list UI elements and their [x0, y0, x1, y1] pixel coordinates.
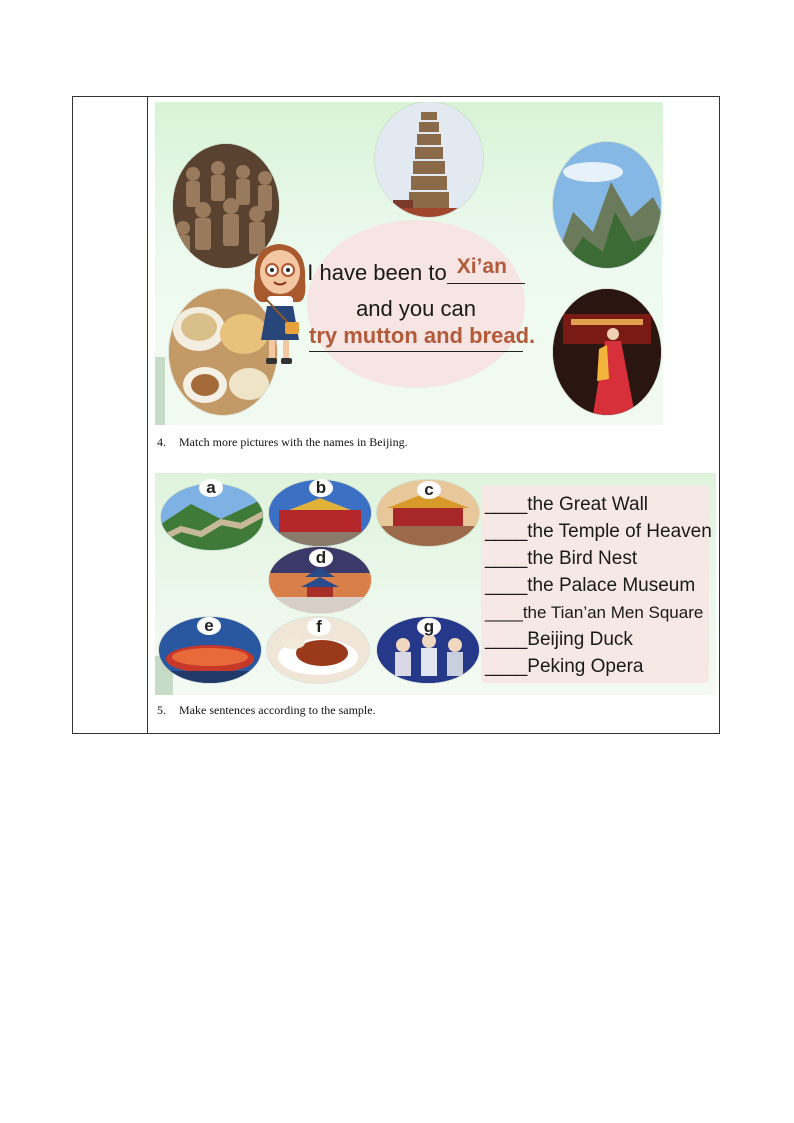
- answer-blank[interactable]: ____: [485, 548, 528, 569]
- night-performer-image: [553, 289, 661, 415]
- girl-character-illustration: [247, 240, 313, 368]
- blank-line-1: [447, 255, 525, 284]
- list-item: [485, 629, 633, 651]
- picture-label-a: a: [199, 479, 223, 497]
- speech-bubble: [307, 220, 525, 388]
- sentence-line-1: [307, 255, 525, 286]
- list-item: [485, 548, 637, 570]
- place-name: the Palace Museum: [527, 575, 696, 596]
- place-name: the Temple of Heaven: [527, 521, 712, 542]
- list-item: [485, 494, 648, 516]
- answer-blank[interactable]: ____: [485, 603, 523, 622]
- names-list: [481, 485, 712, 683]
- instruction-4-text: Match more pictures with the names in Beijing.: [179, 435, 408, 449]
- picture-label-d: d: [309, 549, 333, 567]
- picture-label-f: f: [307, 618, 331, 636]
- place-name: the Great Wall: [527, 494, 649, 515]
- instruction-4: [157, 435, 408, 450]
- worksheet-table: [72, 96, 720, 734]
- answer-blank[interactable]: ____: [485, 494, 528, 515]
- beijing-matching-slide: [155, 473, 716, 695]
- answer-city: Xi’an: [456, 255, 507, 278]
- pagoda-image: [375, 102, 483, 217]
- picture-label-c: c: [417, 481, 441, 499]
- sentence-line-2: and you can: [356, 296, 476, 321]
- slide-decoration: [155, 357, 165, 425]
- xian-slide: [155, 102, 663, 425]
- answer-blank[interactable]: ____: [485, 521, 528, 542]
- answer-blank[interactable]: ____: [485, 575, 528, 596]
- list-item: [485, 521, 712, 543]
- answer-blank[interactable]: ____: [485, 629, 528, 650]
- place-name: Peking Opera: [527, 656, 644, 677]
- place-name: the Tian’an Men Square: [522, 603, 704, 622]
- list-item: [485, 575, 695, 597]
- picture-label-e: e: [197, 617, 221, 635]
- place-name: Beijing Duck: [527, 629, 633, 650]
- instruction-5-text: Make sentences according to the sample.: [179, 703, 376, 717]
- table-left-column: [73, 97, 148, 733]
- instruction-4-number: 4.: [157, 435, 166, 449]
- answer-blank[interactable]: ____: [485, 656, 528, 677]
- list-item: [485, 603, 703, 623]
- line1-prefix: I have been to: [307, 260, 447, 285]
- answer-food: try mutton and bread.: [309, 323, 536, 348]
- picture-label-b: b: [309, 479, 333, 497]
- instruction-5-number: 5.: [157, 703, 166, 717]
- place-name: the Bird Nest: [527, 548, 638, 569]
- list-item: [485, 656, 643, 678]
- picture-label-g: g: [417, 618, 441, 636]
- instruction-5: [157, 703, 376, 718]
- mountain-image: [553, 142, 661, 268]
